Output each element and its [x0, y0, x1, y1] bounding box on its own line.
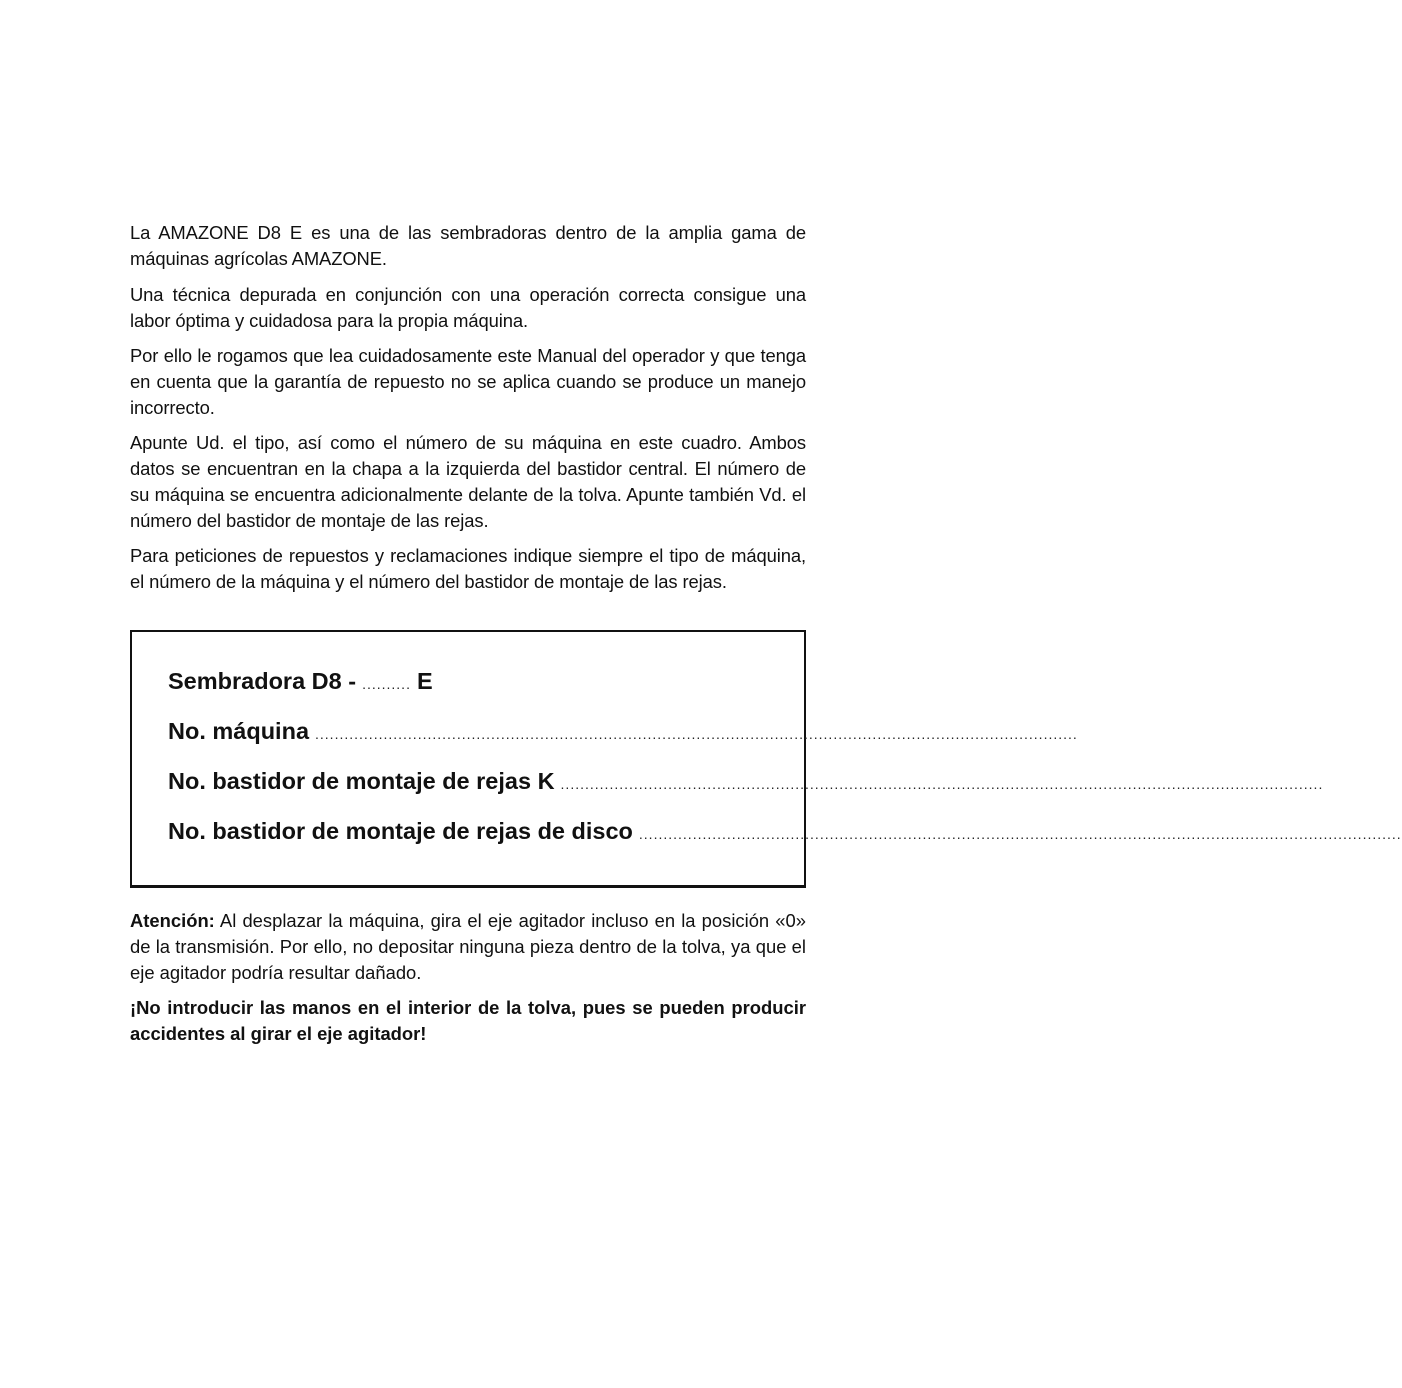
sembradora-label: Sembradora D8 - [168, 668, 357, 694]
maquina-line [168, 714, 1078, 748]
hands-warning: ¡No introducir las manos en el interior de la tolva, pues se pueden producir accidentes al girar el eje agitador! [130, 997, 806, 1044]
bastidor-disco-line [168, 814, 1402, 848]
bastidor-k-fill-dots: ............................................................................................................................................................ [560, 776, 1324, 792]
bastidor-disco-fill-dots: ............................................................................................................................................................ [638, 826, 1402, 842]
spare-parts-paragraph: Para peticiones de repuestos y reclamaciones indique siempre el tipo de máquina, el número de la máquina y el número del bastidor de montaje de las rejas. [130, 545, 806, 592]
machine-data-box [130, 630, 1402, 888]
maquina-fill-dots: ............................................................................................................................................................ [315, 726, 1078, 742]
sembradora-fill-dots: .......... [362, 676, 411, 692]
intro-section [130, 220, 806, 604]
technique-paragraph: Una técnica depurada en conjunción con una operación correcta consigue una labor óptima y cuidadosa para la propia máquina. [130, 284, 806, 331]
attention-text: Al desplazar la máquina, gira el eje agitador incluso en la posición «0» de la transmisión. Por ello, no depositar ninguna pieza dentro de la tolva, ya que el eje agitador podría resultar dañado. [130, 910, 806, 983]
sembradora-suffix: E [416, 668, 433, 694]
bastidor-k-label: No. bastidor de montaje de rejas K [168, 768, 555, 794]
bastidor-disco-label: No. bastidor de montaje de rejas de disco [168, 818, 633, 844]
record-type-paragraph: Apunte Ud. el tipo, así como el número de su máquina en este cuadro. Ambos datos se encuentran en la chapa a la izquierda del bastidor central. El número de su máquina se encuentra adicionalmente delante de la tolva. Apunte también Vd. el número del bastidor de montaje de las rejas. [130, 432, 806, 531]
attention-paragraph [130, 908, 806, 986]
safety-notice [130, 908, 806, 1056]
bastidor-k-line [168, 764, 1324, 798]
manual-reading-paragraph: Por ello le rogamos que lea cuidadosamente este Manual del operador y que tenga en cuenta que la garantía de repuesto no se aplica cuando se produce un manejo incorrecto. [130, 345, 806, 418]
attention-label: Atención: [130, 910, 215, 931]
maquina-label: No. máquina [168, 718, 310, 744]
sembradora-line [168, 664, 433, 698]
intro-paragraph: La AMAZONE D8 E es una de las sembradoras dentro de la amplia gama de máquinas agrícolas AMAZONE. [130, 222, 806, 269]
